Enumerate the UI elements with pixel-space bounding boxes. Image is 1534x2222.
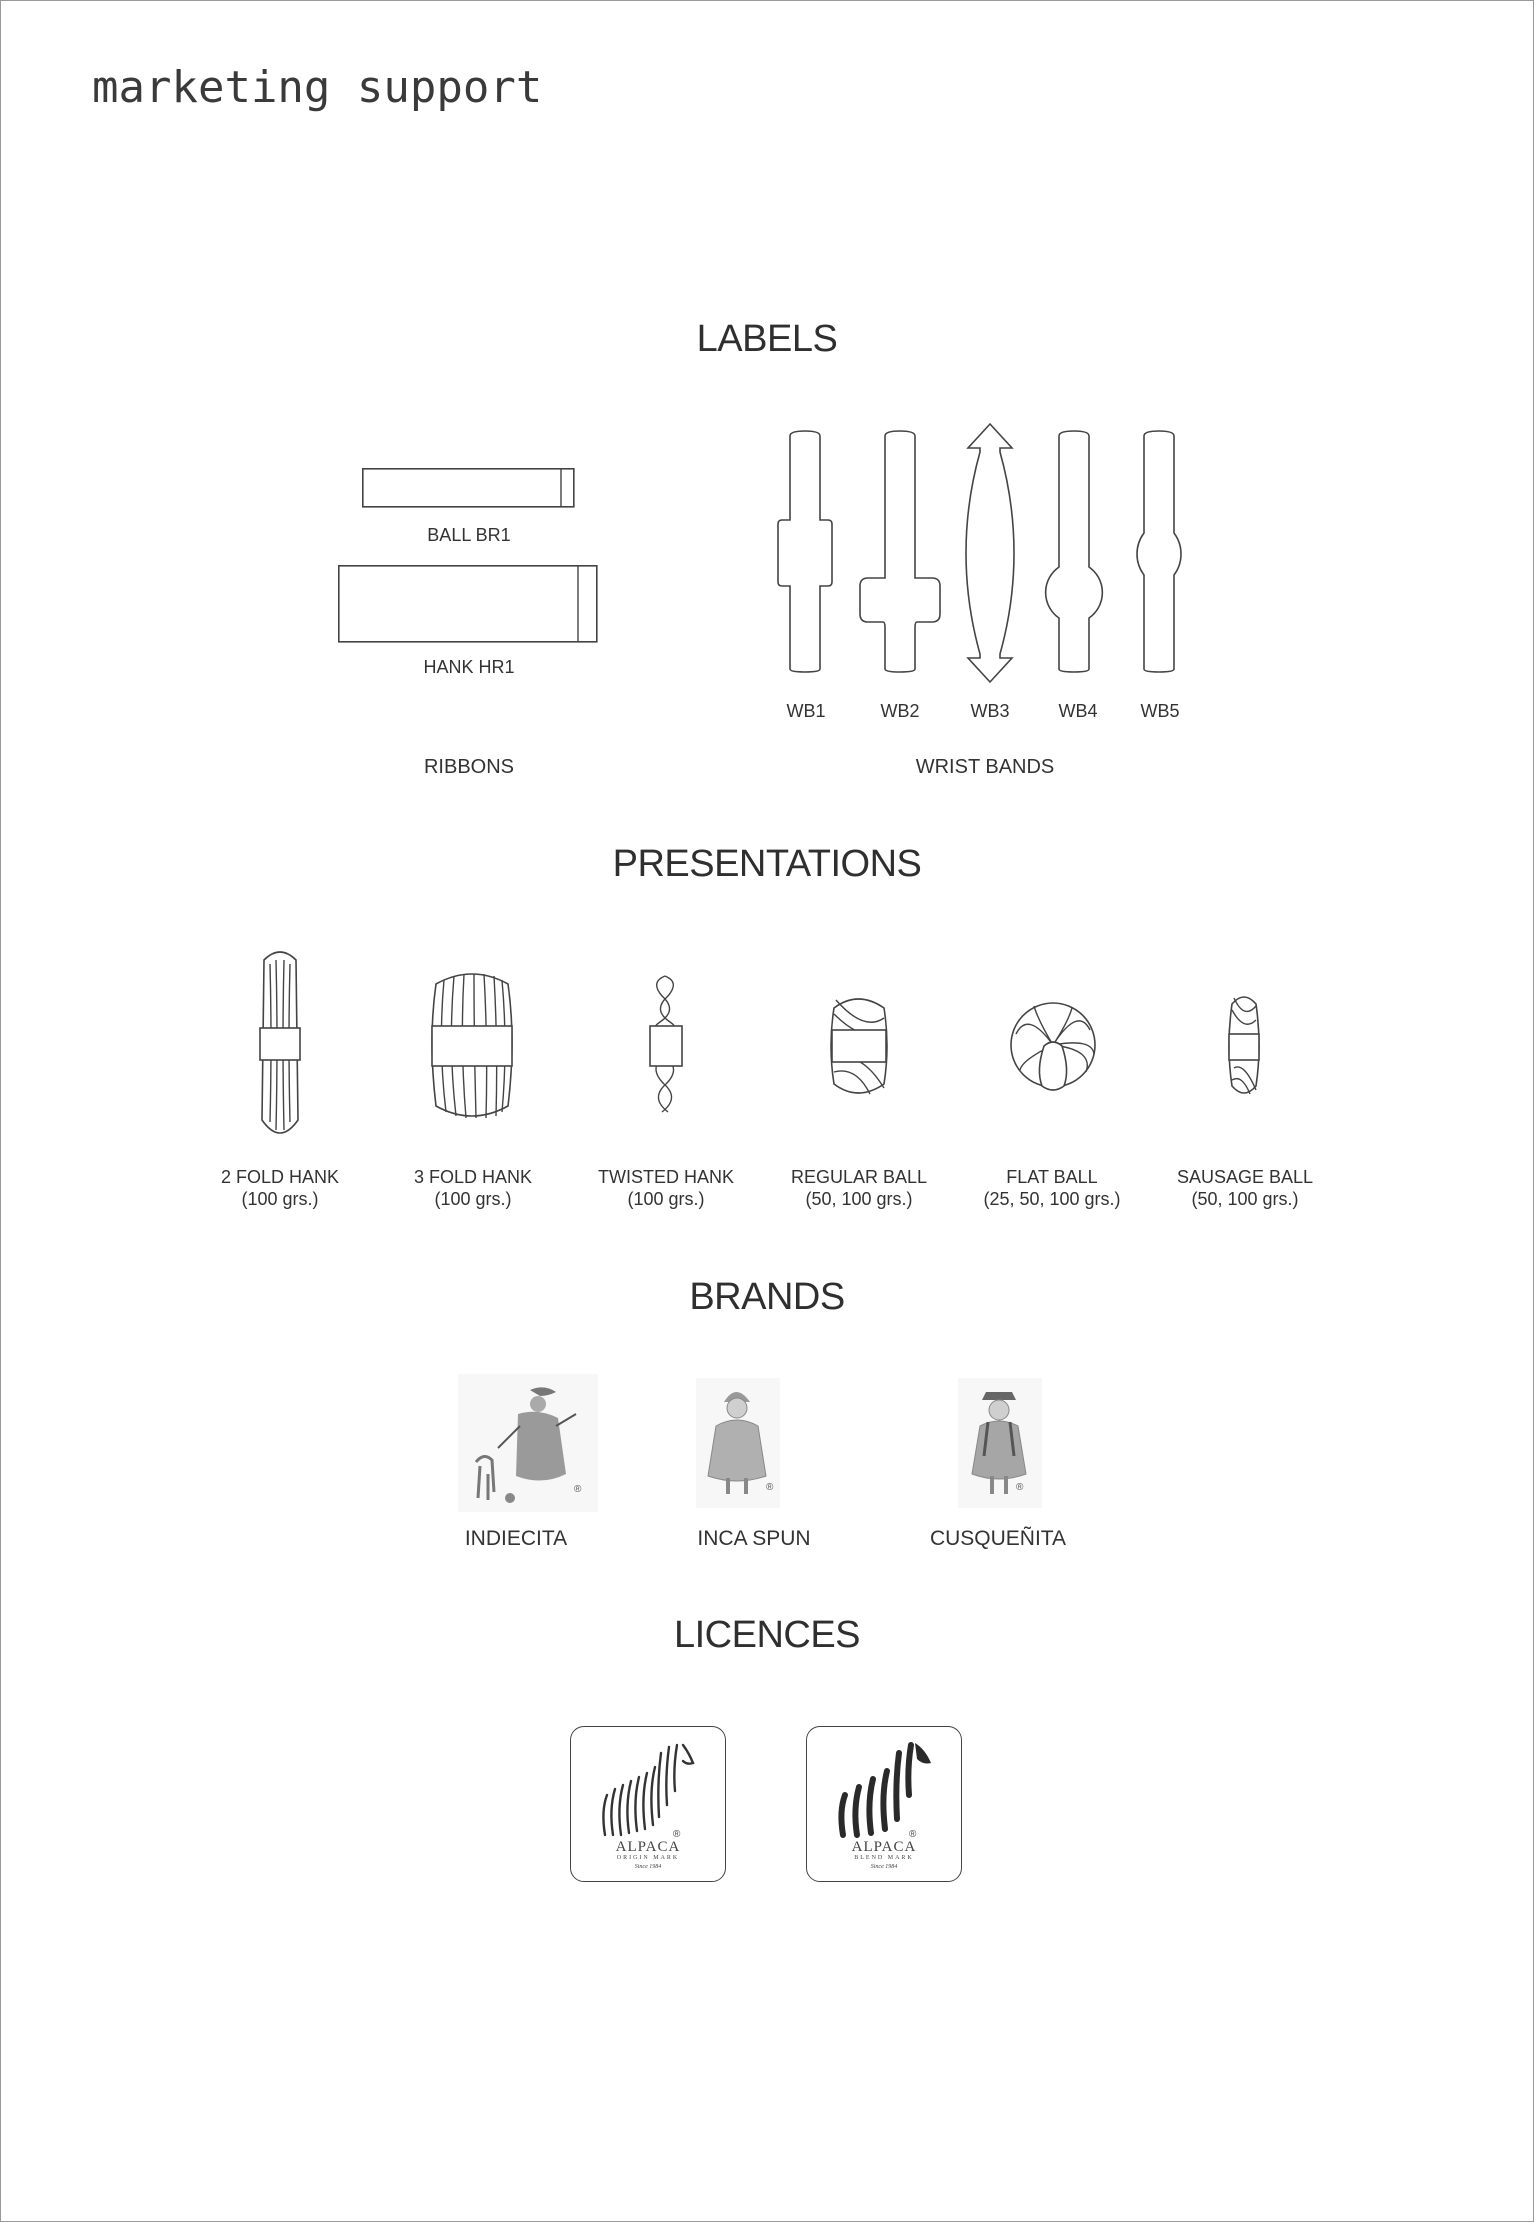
regular-ball-graphic xyxy=(828,992,890,1100)
presentation-label xyxy=(598,1166,734,1210)
wristband-wb2-graphic xyxy=(856,430,946,676)
presentation-weight: (100 grs.) xyxy=(627,1189,705,1209)
presentation-label xyxy=(221,1166,339,1210)
section-heading-licences: LICENCES xyxy=(673,1614,861,1656)
brand-cusquenita-figure xyxy=(958,1378,1042,1508)
wristband-wb4-graphic xyxy=(1040,430,1110,676)
presentation-name: SAUSAGE BALL xyxy=(1176,1167,1314,1187)
wristband-wb3-label: WB3 xyxy=(970,701,1010,721)
alpaca-blend-icon xyxy=(829,1739,941,1839)
wristband-wb4-label: WB4 xyxy=(1058,701,1098,721)
brand-indiecita-figure xyxy=(458,1374,598,1512)
licence-mark-type: ORIGIN MARK xyxy=(616,1855,680,1861)
ribbon-ball-br1-label: BALL BR1 xyxy=(427,525,511,545)
wristband-wb2-label: WB2 xyxy=(880,701,920,721)
svg-text:®: ® xyxy=(673,1829,681,1840)
wristband-wb5-graphic xyxy=(1122,430,1198,676)
brand-inca-spun-label: INCA SPUN xyxy=(697,1527,811,1550)
ribbon-ball-br1-graphic xyxy=(362,468,576,510)
presentation-weight: (50, 100 grs.) xyxy=(805,1189,913,1209)
wristband-wb5-label: WB5 xyxy=(1140,701,1180,721)
presentation-name: TWISTED HANK xyxy=(597,1167,735,1187)
presentation-label xyxy=(983,1166,1120,1210)
ribbons-caption: RIBBONS xyxy=(423,756,515,778)
wristbands-caption: WRIST BANDS xyxy=(915,756,1055,778)
presentation-label xyxy=(791,1166,927,1210)
wristband-wb1-label: WB1 xyxy=(786,701,826,721)
presentation-weight: (50, 100 grs.) xyxy=(1191,1189,1299,1209)
ribbon-hank-hr1-graphic xyxy=(338,565,600,643)
sausage-ball-graphic xyxy=(1226,992,1262,1098)
section-heading-labels: LABELS xyxy=(696,318,838,360)
licence-mark-name: ALPACA xyxy=(851,1839,917,1855)
presentation-weight: (25, 50, 100 grs.) xyxy=(983,1189,1121,1209)
licence-mark-since: Since 1984 xyxy=(634,1864,662,1870)
twisted-hank-graphic xyxy=(642,972,688,1120)
svg-text:®: ® xyxy=(574,1484,582,1495)
licence-alpaca-blend-mark xyxy=(806,1726,962,1882)
wristband-wb3-graphic xyxy=(962,422,1018,684)
alpaca-origin-icon xyxy=(593,1739,705,1839)
section-heading-presentations: PRESENTATIONS xyxy=(612,843,922,885)
brand-indiecita-label: INDIECITA xyxy=(464,1527,568,1550)
section-heading-brands: BRANDS xyxy=(689,1276,845,1318)
presentation-name: 3 FOLD HANK xyxy=(413,1167,533,1187)
svg-text:®: ® xyxy=(1016,1482,1024,1493)
presentation-weight: (100 grs.) xyxy=(434,1189,512,1209)
presentation-weight: (100 grs.) xyxy=(241,1189,319,1209)
two-fold-hank-graphic xyxy=(256,950,304,1140)
presentation-name: 2 FOLD HANK xyxy=(220,1167,340,1187)
presentation-label xyxy=(414,1166,532,1210)
licence-mark-type: BLEND MARK xyxy=(854,1855,914,1861)
three-fold-hank-graphic xyxy=(426,970,518,1122)
presentation-label xyxy=(1177,1166,1313,1210)
licence-mark-since: Since 1984 xyxy=(870,1864,898,1870)
flat-ball-graphic xyxy=(1008,1000,1098,1094)
page-title: marketing support xyxy=(92,62,543,113)
licence-mark-name: ALPACA xyxy=(615,1839,681,1855)
svg-text:®: ® xyxy=(766,1482,774,1493)
licence-alpaca-origin-mark xyxy=(570,1726,726,1882)
presentation-name: REGULAR BALL xyxy=(790,1167,928,1187)
svg-text:®: ® xyxy=(909,1829,917,1840)
ribbon-hank-hr1-label: HANK HR1 xyxy=(423,657,515,677)
brand-cusquenita-label: CUSQUEÑITA xyxy=(929,1527,1067,1550)
presentation-name: FLAT BALL xyxy=(1006,1167,1098,1187)
wristband-wb1-graphic xyxy=(774,430,836,676)
brand-inca-spun-figure xyxy=(696,1378,780,1508)
